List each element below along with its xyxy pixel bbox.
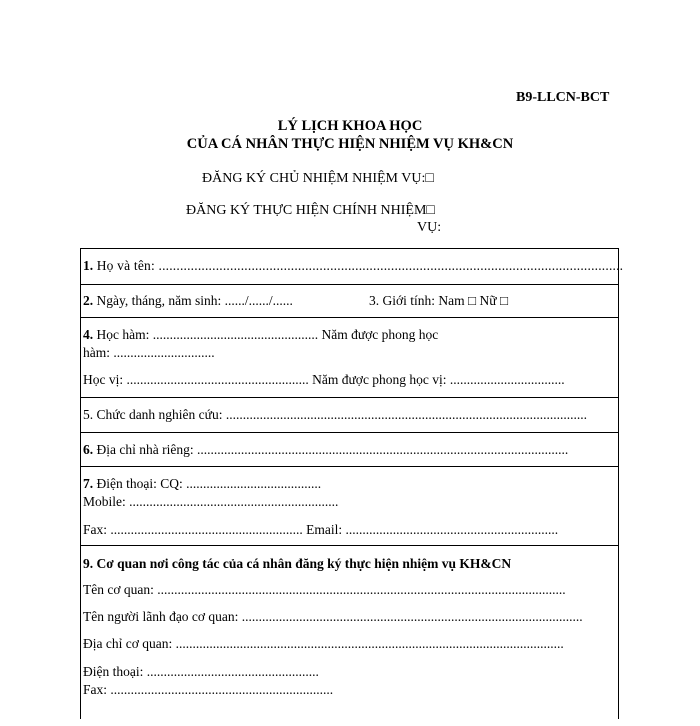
organization-leader-field[interactable]: Tên người lãnh đạo cơ quan: .....................................................................................................	[83, 609, 583, 624]
mobile-field[interactable]: Mobile: ..............................................................	[83, 494, 339, 509]
organization-address-field[interactable]: Địa chỉ cơ quan: ...................................................................................................................	[83, 636, 564, 651]
academic-title-continued[interactable]: hàm: ..............................	[83, 345, 215, 360]
organization-name-field[interactable]: Tên cơ quan: .........................................................................................................................	[83, 582, 566, 597]
workplace-section-heading: 9. Cơ quan nơi công tác của cá nhân đăng ký thực hiện nhiệm vụ KH&CN	[83, 556, 512, 571]
document-title: LÝ LỊCH KHOA HỌC	[277, 118, 423, 134]
document-subtitle: CỦA CÁ NHÂN THỰC HIỆN NHIỆM VỤ KH&CN	[186, 136, 514, 152]
office-phone-field[interactable]: Điện thoại: CQ: ........................................	[93, 476, 322, 491]
form-code: B9-LLCN-BCT	[516, 90, 610, 105]
field-number: 1.	[83, 258, 94, 273]
field-dob-row	[81, 284, 618, 318]
organization-fax-field[interactable]: Fax: ..................................................................	[83, 682, 334, 697]
field-research-title-row	[81, 397, 618, 433]
degree-field[interactable]: Học vị: ...................................................... Năm được phong học vị: ..................................	[83, 372, 565, 387]
register-main-member-checkbox-label[interactable]: ĐĂNG KÝ THỰC HIỆN CHÍNH NHIỆM□	[186, 203, 435, 218]
field-home-address-row	[81, 432, 618, 467]
field-number: 2.	[83, 293, 94, 308]
field-contact-row	[81, 466, 618, 546]
gender-field[interactable]: 3. Giới tính: Nam □ Nữ □	[369, 293, 509, 308]
research-title-field[interactable]: 5. Chức danh nghiên cứu: ...........................................................................................................	[83, 407, 587, 422]
field-full-name-row	[81, 249, 624, 284]
register-leader-checkbox-label[interactable]: ĐĂNG KÝ CHỦ NHIỆM NHIỆM VỤ:□	[202, 171, 434, 186]
info-form-table	[80, 248, 624, 719]
field-number: 7.	[83, 476, 94, 491]
field-academic-row	[81, 317, 618, 398]
field-number: 4.	[83, 327, 94, 342]
field-number: 6.	[83, 442, 94, 457]
home-address-field[interactable]: Địa chỉ nhà riêng: ..............................................................................................................	[93, 442, 569, 457]
full-name-field[interactable]: Họ và tên: ..................................................................................................................................	[93, 258, 624, 273]
field-workplace-row	[81, 545, 618, 726]
fax-email-field[interactable]: Fax: ......................................................... Email: ...............................................................	[83, 522, 559, 537]
register-main-member-label-continued: VỤ:	[417, 220, 442, 235]
academic-title-field[interactable]: Học hàm: ................................................. Năm được phong học	[93, 327, 439, 342]
date-of-birth-field[interactable]: Ngày, tháng, năm sinh: ....../....../......	[93, 293, 293, 308]
organization-phone-field[interactable]: Điện thoại: ...................................................	[83, 664, 319, 679]
